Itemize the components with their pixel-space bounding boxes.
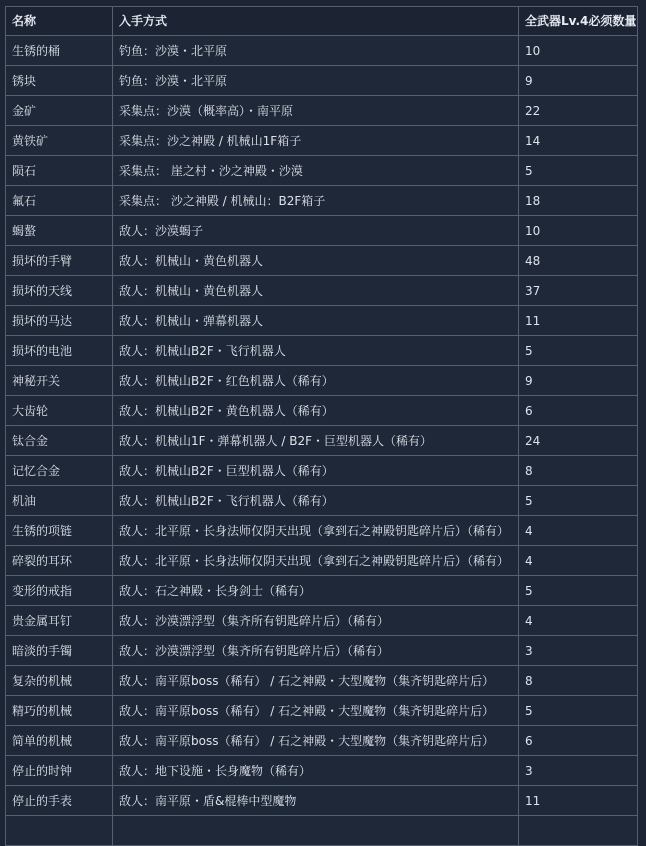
- cell-count: 5: [519, 486, 638, 516]
- cell-source: 采集点： 崖之村・沙之神殿・沙漠: [113, 156, 519, 186]
- cell-name: 损坏的手臂: [6, 246, 113, 276]
- cell-name: 损坏的天线: [6, 276, 113, 306]
- table-row: [6, 396, 638, 426]
- cell-source: 敌人：北平原・长身法师仅阴天出现（拿到石之神殿钥匙碎片后）（稀有）: [113, 516, 519, 546]
- cell-name: 贵金属耳钉: [6, 606, 113, 636]
- header-required-count: 全武器Lv.4必须数量: [519, 7, 638, 36]
- cell-name: 黄铁矿: [6, 126, 113, 156]
- table-row: [6, 576, 638, 606]
- cell-name: 神秘开关: [6, 366, 113, 396]
- table-row: [6, 756, 638, 786]
- cell-count: 5: [519, 576, 638, 606]
- cell-count: 48: [519, 246, 638, 276]
- table-row: [6, 456, 638, 486]
- cell-count: 11: [519, 306, 638, 336]
- cell-count: 14: [519, 126, 638, 156]
- table-row: [6, 36, 638, 66]
- cell-source: 敌人：机械山・黄色机器人: [113, 246, 519, 276]
- cell-source: 敌人：南平原boss（稀有） / 石之神殿・大型魔物（集齐钥匙碎片后）: [113, 696, 519, 726]
- cell-source: 钓鱼：沙漠・北平原: [113, 66, 519, 96]
- table-row: [6, 216, 638, 246]
- cell-name: 陨石: [6, 156, 113, 186]
- cell-source: 敌人：机械山・黄色机器人: [113, 276, 519, 306]
- table-row: [6, 636, 638, 666]
- cell-name: 碎裂的耳环: [6, 546, 113, 576]
- cell-count: 10: [519, 36, 638, 66]
- cell-name: 生锈的项链: [6, 516, 113, 546]
- cell-name: 停止的时钟: [6, 756, 113, 786]
- table-row: [6, 306, 638, 336]
- cell-source: 敌人：石之神殿・长身剑士（稀有）: [113, 576, 519, 606]
- cell-name: 生锈的桶: [6, 36, 113, 66]
- cell-count: 18: [519, 186, 638, 216]
- cell-source: 敌人：机械山B2F・黄色机器人（稀有）: [113, 396, 519, 426]
- table-row: [6, 666, 638, 696]
- table-row: [6, 126, 638, 156]
- cell-count: 8: [519, 666, 638, 696]
- cell-name: 钛合金: [6, 426, 113, 456]
- cell-source: 敌人：南平原・盾&棍棒中型魔物: [113, 786, 519, 816]
- cell-name: 损坏的马达: [6, 306, 113, 336]
- cell-name: 氟石: [6, 186, 113, 216]
- table-row: [6, 156, 638, 186]
- cell-source: 敌人：机械山B2F・飞行机器人（稀有）: [113, 486, 519, 516]
- table-row: [6, 366, 638, 396]
- cell-count: 4: [519, 606, 638, 636]
- table-header-row: [6, 7, 638, 36]
- cell-source: [113, 816, 519, 846]
- table-row: [6, 726, 638, 756]
- cell-source: 敌人：机械山1F・弹幕机器人 / B2F・巨型机器人（稀有）: [113, 426, 519, 456]
- cell-count: 5: [519, 336, 638, 366]
- cell-count: 37: [519, 276, 638, 306]
- cell-count: 4: [519, 546, 638, 576]
- materials-table: [5, 6, 638, 846]
- table-row: [6, 66, 638, 96]
- cell-name: 简单的机械: [6, 726, 113, 756]
- cell-name: 损坏的电池: [6, 336, 113, 366]
- cell-name: 蝎螯: [6, 216, 113, 246]
- table-row: [6, 546, 638, 576]
- cell-source: 钓鱼：沙漠・北平原: [113, 36, 519, 66]
- cell-count: [519, 816, 638, 846]
- cell-source: 敌人：机械山B2F・红色机器人（稀有）: [113, 366, 519, 396]
- cell-count: 9: [519, 66, 638, 96]
- cell-count: 8: [519, 456, 638, 486]
- cell-count: 22: [519, 96, 638, 126]
- cell-name: 变形的戒指: [6, 576, 113, 606]
- cell-source: 敌人：地下设施・长身魔物（稀有）: [113, 756, 519, 786]
- cell-count: 5: [519, 696, 638, 726]
- cell-count: 6: [519, 396, 638, 426]
- table-row: [6, 246, 638, 276]
- table-row: [6, 516, 638, 546]
- cell-name: 机油: [6, 486, 113, 516]
- header-source: 入手方式: [113, 7, 519, 36]
- cell-source: 敌人：北平原・长身法师仅阴天出现（拿到石之神殿钥匙碎片后）（稀有）: [113, 546, 519, 576]
- table-row: [6, 486, 638, 516]
- table-row: [6, 96, 638, 126]
- cell-name: 停止的手表: [6, 786, 113, 816]
- table-row: [6, 816, 638, 846]
- cell-count: 5: [519, 156, 638, 186]
- cell-name: 金矿: [6, 96, 113, 126]
- cell-count: 6: [519, 726, 638, 756]
- cell-source: 敌人：机械山B2F・巨型机器人（稀有）: [113, 456, 519, 486]
- cell-source: 敌人：机械山B2F・飞行机器人: [113, 336, 519, 366]
- cell-name: 暗淡的手镯: [6, 636, 113, 666]
- cell-source: 敌人：沙漠蝎子: [113, 216, 519, 246]
- cell-source: 采集点：沙漠（概率高）・南平原: [113, 96, 519, 126]
- cell-count: 24: [519, 426, 638, 456]
- table-row: [6, 336, 638, 366]
- cell-name: 记忆合金: [6, 456, 113, 486]
- cell-source: 采集点： 沙之神殿 / 机械山：B2F箱子: [113, 186, 519, 216]
- cell-source: 敌人：沙漠漂浮型（集齐所有钥匙碎片后）（稀有）: [113, 636, 519, 666]
- cell-name: [6, 816, 113, 846]
- table-row: [6, 606, 638, 636]
- cell-count: 9: [519, 366, 638, 396]
- cell-source: 敌人：机械山・弹幕机器人: [113, 306, 519, 336]
- cell-source: 采集点：沙之神殿 / 机械山1F箱子: [113, 126, 519, 156]
- cell-name: 精巧的机械: [6, 696, 113, 726]
- cell-count: 3: [519, 756, 638, 786]
- cell-name: 锈块: [6, 66, 113, 96]
- cell-count: 11: [519, 786, 638, 816]
- table-row: [6, 426, 638, 456]
- table-row: [6, 276, 638, 306]
- cell-source: 敌人：沙漠漂浮型（集齐所有钥匙碎片后）（稀有）: [113, 606, 519, 636]
- table-row: [6, 786, 638, 816]
- header-name: 名称: [6, 7, 113, 36]
- cell-source: 敌人：南平原boss（稀有） / 石之神殿・大型魔物（集齐钥匙碎片后）: [113, 726, 519, 756]
- cell-count: 4: [519, 516, 638, 546]
- table-row: [6, 186, 638, 216]
- cell-name: 复杂的机械: [6, 666, 113, 696]
- cell-source: 敌人：南平原boss（稀有） / 石之神殿・大型魔物（集齐钥匙碎片后）: [113, 666, 519, 696]
- cell-count: 10: [519, 216, 638, 246]
- table-row: [6, 696, 638, 726]
- cell-name: 大齿轮: [6, 396, 113, 426]
- cell-count: 3: [519, 636, 638, 666]
